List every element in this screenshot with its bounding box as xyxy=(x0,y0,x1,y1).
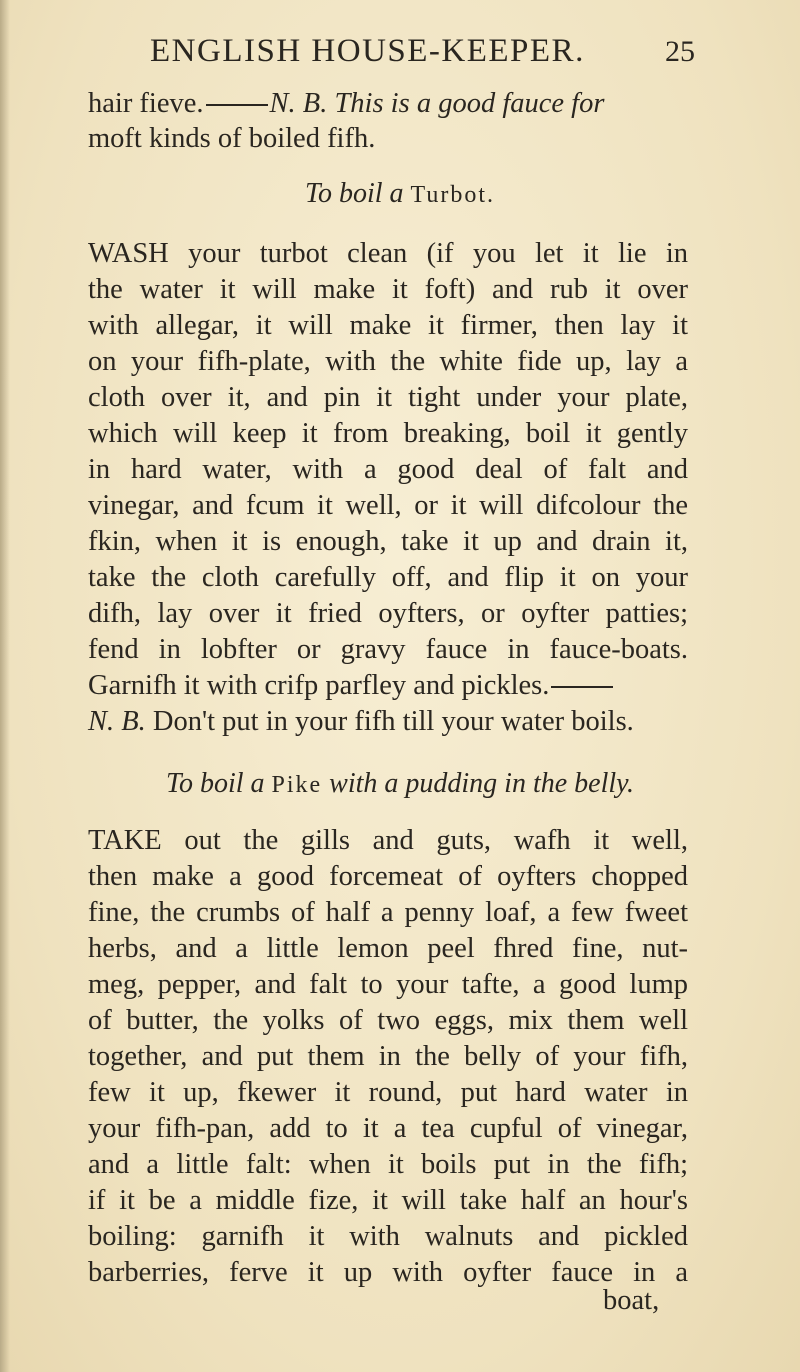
turbot-heading-name: Turbot. xyxy=(410,182,496,208)
pike-line: meg, pepper, and falt to your tafte, a good lump xyxy=(88,969,688,1000)
pike-line: of butter, the yolks of two eggs, mix them well xyxy=(88,1005,688,1036)
pike-heading-prefix: To boil a xyxy=(165,768,265,799)
pike-line: if it be a middle fize, it will take half an hour's xyxy=(88,1185,688,1216)
page-number: 25 xyxy=(665,35,695,68)
pike-line: few it up, fkewer it round, put hard water in xyxy=(88,1077,688,1108)
turbot-line: vinegar, and fcum it well, or it will difcolour the xyxy=(88,490,688,521)
intro-line-1 xyxy=(88,86,604,122)
turbot-line-text: Garnifh it with crifp parfley and pickles. xyxy=(88,670,550,701)
turbot-line: difh, lay over it fried oyfters, or oyfter patties; xyxy=(88,598,688,629)
turbot-line: fkin, when it is enough, take it up and drain it, xyxy=(88,526,688,557)
pike-line: fine, the crumbs of half a penny loaf, a few fweet xyxy=(88,897,688,928)
pike-heading-suffix: with a pudding in the belly. xyxy=(329,768,635,799)
dash-rule xyxy=(551,686,613,688)
running-head xyxy=(150,33,695,73)
intro-text-a: hair fieve. xyxy=(88,88,204,119)
turbot-line: the water it will make it foft) and rub it over xyxy=(88,274,688,305)
turbot-line: WASH your turbot clean (if you let it lie in xyxy=(88,238,688,269)
pike-line: your fifh-pan, add to it a tea cupful of vinegar, xyxy=(88,1113,688,1144)
turbot-line: which will keep it from breaking, boil it gently xyxy=(88,418,688,449)
turbot-heading-prefix: To boil a xyxy=(304,178,404,209)
pike-line: TAKE out the gills and guts, wafh it well, xyxy=(88,825,688,856)
pike-line: then make a good forcemeat of oyfters chopped xyxy=(88,861,688,892)
turbot-line: on your fifh-plate, with the white fide up, lay a xyxy=(88,346,688,377)
intro-line-2: moft kinds of boiled fifh. xyxy=(88,123,376,154)
catchword: boat, xyxy=(603,1285,660,1316)
turbot-line: with allegar, it will make it firmer, then lay it xyxy=(88,310,688,341)
turbot-note xyxy=(88,704,634,740)
pike-line: herbs, and a little lemon peel fhred fine, nut- xyxy=(88,933,688,964)
turbot-line: take the cloth carefully off, and flip it on your xyxy=(88,562,688,593)
pike-line: and a little falt: when it boils put in the fifh; xyxy=(88,1149,688,1180)
pike-line: boiling: garnifh it with walnuts and pickled xyxy=(88,1221,688,1252)
note-text: Don't put in your fifh till your water boils. xyxy=(152,706,634,737)
pike-line: together, and put them in the belly of your fifh, xyxy=(88,1041,688,1072)
note-marker: N. B. xyxy=(88,706,146,737)
running-head-title: ENGLISH HOUSE-KEEPER. xyxy=(150,33,585,69)
pike-heading xyxy=(0,768,800,800)
turbot-heading xyxy=(0,178,800,210)
turbot-line-last xyxy=(88,668,615,704)
turbot-line: in hard water, with a good deal of falt and xyxy=(88,454,688,485)
intro-text-b: N. B. This is a good fauce for xyxy=(269,88,605,119)
turbot-line: fend in lobfter or gravy fauce in fauce-boats. xyxy=(88,634,688,665)
dash-rule xyxy=(206,104,268,106)
pike-heading-name: Pike xyxy=(271,772,323,798)
turbot-line: cloth over it, and pin it tight under your plate, xyxy=(88,382,688,413)
pike-line: barberries, ferve it up with oyfter fauce in a xyxy=(88,1257,688,1288)
